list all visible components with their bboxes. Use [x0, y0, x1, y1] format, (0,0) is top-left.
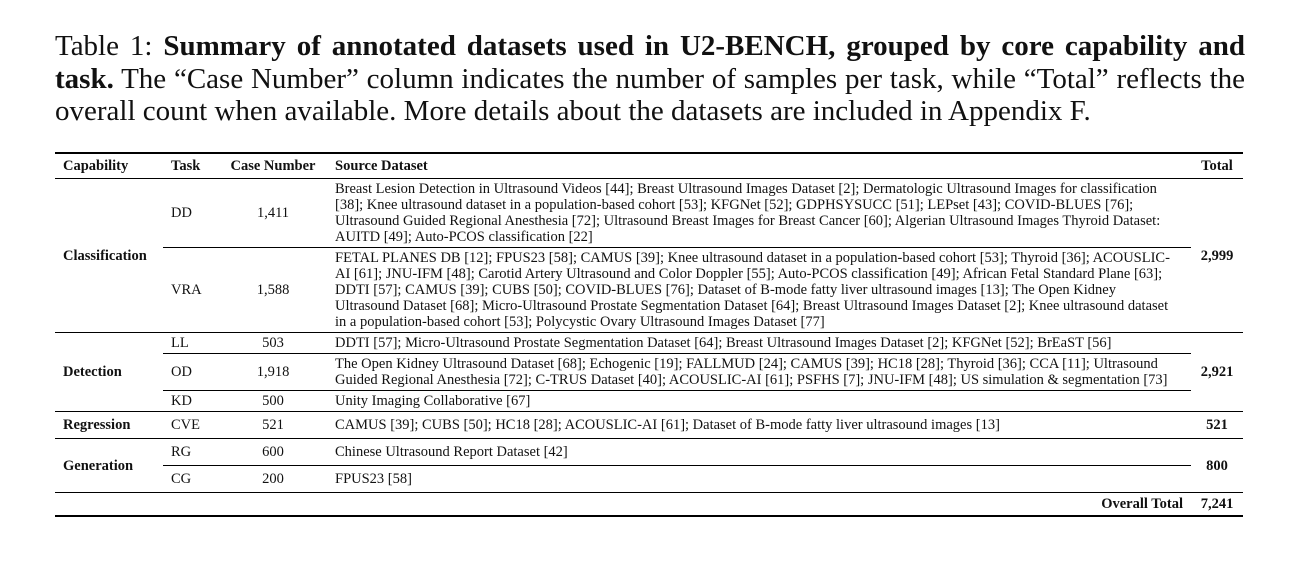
capability-classification: Classification [55, 179, 163, 333]
source-cell: Breast Lesion Detection in Ultrasound Videos [44]; Breast Ultrasound Images Dataset [2]; Dermatologic Ultrasound Images for classification [38]; Knee ultrasound dataset in a population-based cohort [53]; KFGNet [52]; GDPHSYSUCC [51]; LEPset [43]; COVID-BLUES [76]; Ultrasound Guided Regional Anesthesia [72]; Ultrasound Breast Images for Breast Cancer [60]; Algerian Ultrasound Images Thyroid Dataset: AUITD [49]; Auto-PCOS classification [22] [327, 179, 1191, 248]
case-number-cell: 1,411 [219, 179, 327, 248]
case-number-cell: 521 [219, 412, 327, 439]
case-number-cell: 500 [219, 391, 327, 412]
capability-detection: Detection [55, 333, 163, 412]
header-total: Total [1191, 153, 1243, 179]
case-number-cell: 200 [219, 466, 327, 493]
header-source-dataset: Source Dataset [327, 153, 1191, 179]
table-row [55, 439, 1243, 466]
task-cell: VRA [163, 248, 219, 333]
table-header-row [55, 153, 1243, 179]
caption-title: Summary of annotated datasets used in U2-BENCH, grouped by core capability and task. [55, 30, 1245, 95]
overall-total-label: Overall Total [55, 493, 1191, 517]
task-cell: CG [163, 466, 219, 493]
table-row [55, 466, 1243, 493]
header-case-number: Case Number [219, 153, 327, 179]
source-cell: FPUS23 [58] [327, 466, 1191, 493]
source-cell: CAMUS [39]; CUBS [50]; HC18 [28]; ACOUSLIC-AI [61]; Dataset of B-mode fatty liver ultrasound images [13] [327, 412, 1191, 439]
overall-total-row [55, 493, 1243, 517]
datasets-table [55, 152, 1243, 517]
source-cell: Chinese Ultrasound Report Dataset [42] [327, 439, 1191, 466]
table-caption [55, 30, 1245, 128]
task-cell: RG [163, 439, 219, 466]
source-cell: Unity Imaging Collaborative [67] [327, 391, 1191, 412]
table-row [55, 354, 1243, 391]
table-row [55, 248, 1243, 333]
table-row [55, 333, 1243, 354]
case-number-cell: 1,918 [219, 354, 327, 391]
total-detection: 2,921 [1191, 333, 1243, 412]
total-generation: 800 [1191, 439, 1243, 493]
caption-label: Table 1: [55, 30, 164, 62]
case-number-cell: 503 [219, 333, 327, 354]
header-capability: Capability [55, 153, 163, 179]
source-cell: The Open Kidney Ultrasound Dataset [68]; Echogenic [19]; FALLMUD [24]; CAMUS [39]; HC18 [28]; Thyroid [36]; CCA [11]; Ultrasound Guided Regional Anesthesia [72]; C-TRUS Dataset [40]; ACOUSLIC-AI [61]; PSFHS [7]; JNU-IFM [48]; US simulation & segmentation [73] [327, 354, 1191, 391]
case-number-cell: 600 [219, 439, 327, 466]
table-row [55, 412, 1243, 439]
capability-regression: Regression [55, 412, 163, 439]
source-cell: DDTI [57]; Micro-Ultrasound Prostate Segmentation Dataset [64]; Breast Ultrasound Images Dataset [2]; KFGNet [52]; BrEaST [56] [327, 333, 1191, 354]
header-task: Task [163, 153, 219, 179]
task-cell: LL [163, 333, 219, 354]
table-row [55, 391, 1243, 412]
task-cell: CVE [163, 412, 219, 439]
caption-text: The “Case Number” column indicates the number of samples per task, while “Total” reflects the overall count when available. More details about the datasets are included in Appendix F. [55, 62, 1245, 127]
case-number-cell: 1,588 [219, 248, 327, 333]
capability-generation: Generation [55, 439, 163, 493]
table-row [55, 179, 1243, 248]
task-cell: DD [163, 179, 219, 248]
task-cell: OD [163, 354, 219, 391]
total-regression: 521 [1191, 412, 1243, 439]
overall-total-value: 7,241 [1191, 493, 1243, 517]
source-cell: FETAL PLANES DB [12]; FPUS23 [58]; CAMUS [39]; Knee ultrasound dataset in a population-based cohort [53]; Thyroid [36]; ACOUSLIC-AI [61]; JNU-IFM [48]; Carotid Artery Ultrasound and Color Doppler [55]; Auto-PCOS classification [49]; African Fetal Standard Plane [63]; DDTI [57]; CAMUS [39]; CUBS [50]; COVID-BLUES [76]; Dataset of B-mode fatty liver ultrasound images [13]; The Open Kidney Ultrasound Dataset [68]; Micro-Ultrasound Prostate Segmentation Dataset [64]; Breast Ultrasound Images Dataset [2]; Knee ultrasound dataset in a population-based cohort [53]; Polycystic Ovary Ultrasound Images Dataset [77] [327, 248, 1191, 333]
task-cell: KD [163, 391, 219, 412]
total-classification: 2,999 [1191, 179, 1243, 333]
